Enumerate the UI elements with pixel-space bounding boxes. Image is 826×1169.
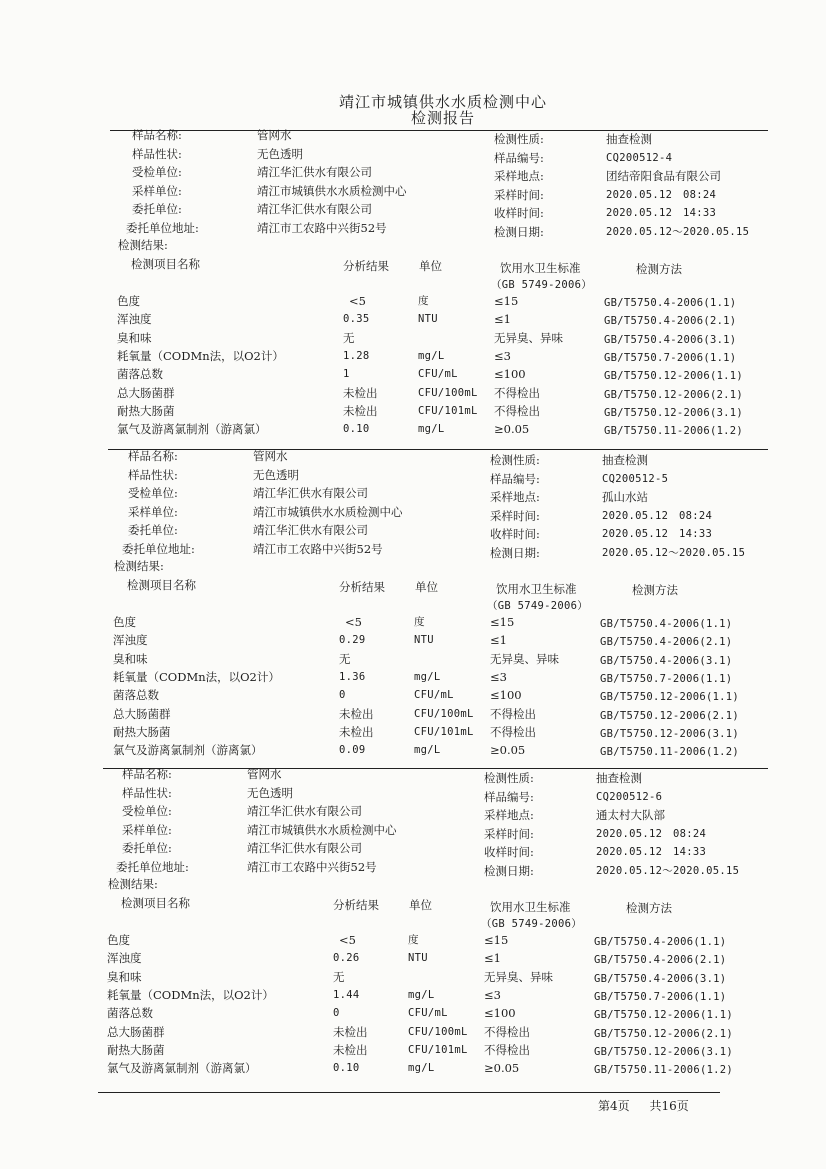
result-item-name: 耐热大肠菌 (107, 1042, 165, 1057)
info-value: 孤山水站 (602, 490, 648, 505)
result-method: GB/T5750.11-2006(1.2) (594, 1064, 734, 1077)
info-label: 采样时间: (494, 187, 544, 202)
result-value: 0.10 (343, 423, 370, 436)
info-value: 抽查检测 (596, 771, 642, 785)
info-value: 抽查检测 (602, 453, 648, 467)
result-method: GB/T5750.4-2006(2.1) (600, 636, 733, 649)
info-label: 收样时间: (494, 206, 544, 221)
info-label: 检测日期: (494, 225, 544, 239)
result-unit: NTU (418, 313, 438, 326)
result-unit: NTU (408, 952, 428, 965)
result-item-name: 臭和味 (107, 969, 142, 984)
info-value: 靖江华汇供水有限公司 (257, 165, 372, 180)
result-unit: 度 (418, 295, 429, 307)
result-item-name: 菌落总数 (113, 688, 159, 703)
result-method: GB/T5750.7-2006(1.1) (594, 990, 727, 1003)
result-standard: ≤100 (490, 688, 522, 703)
result-standard: ≤100 (494, 367, 526, 382)
info-label: 采样时间: (490, 508, 540, 523)
result-unit: CFU/100mL (414, 707, 474, 720)
result-value: 未检出 (333, 1042, 368, 1057)
col-header-result: 分析结果 (339, 580, 385, 594)
col-header-method: 检测方法 (636, 262, 682, 276)
result-item-name: 氯气及游离氯制剂（游离氯） (113, 743, 263, 758)
result-value: 0 (339, 689, 346, 702)
result-method: GB/T5750.12-2006(3.1) (600, 727, 740, 740)
col-header-unit: 单位 (415, 580, 438, 594)
col-header-standard-ref: （GB 5749-2006） (487, 600, 589, 612)
result-method: GB/T5750.12-2006(3.1) (604, 406, 744, 419)
info-value: 2020.05.12 08:24 (602, 509, 713, 522)
info-value: 2020.05.12～2020.05.15 (596, 865, 740, 877)
info-label: 样品名称: (128, 449, 178, 463)
info-value: 靖江市工农路中兴街52号 (253, 542, 383, 556)
info-label: 委托单位地址: (122, 542, 195, 556)
result-standard: ≤3 (490, 669, 507, 684)
info-value: CQ200512-6 (596, 790, 663, 803)
info-label: 样品编号: (484, 789, 534, 804)
info-value: 靖江华汇供水有限公司 (257, 202, 372, 217)
result-method: GB/T5750.12-2006(2.1) (604, 388, 744, 401)
info-value: 2020.05.12 14:33 (596, 846, 707, 859)
result-method: GB/T5750.12-2006(2.1) (600, 709, 740, 722)
info-value: 靖江华汇供水有限公司 (247, 804, 362, 819)
result-method: GB/T5750.4-2006(2.1) (594, 954, 727, 967)
result-method: GB/T5750.12-2006(1.1) (600, 691, 740, 704)
result-unit: CFU/100mL (418, 386, 478, 399)
result-method: GB/T5750.4-2006(3.1) (600, 654, 733, 667)
col-header-method: 检测方法 (626, 901, 672, 915)
info-label: 采样地点: (490, 490, 540, 505)
info-label: 受检单位: (122, 804, 172, 819)
col-header-item: 检测项目名称 (121, 896, 190, 910)
result-standard: ≤100 (484, 1006, 516, 1021)
info-value: 2020.05.12 14:33 (602, 528, 713, 541)
result-standard: 不得检出 (490, 724, 536, 739)
col-header-standard: 饮用水卫生标准 (500, 261, 581, 275)
result-unit: CFU/101mL (414, 725, 474, 738)
info-value: 管网水 (257, 128, 292, 142)
result-standard: ≥0.05 (494, 422, 530, 437)
info-label: 采样单位: (122, 822, 172, 837)
info-value: 无色透明 (253, 467, 299, 482)
result-value: 1 (343, 368, 350, 381)
info-value: 靖江华汇供水有限公司 (247, 841, 362, 856)
result-standard: ≤15 (490, 615, 515, 629)
result-standard: 无异臭、异味 (484, 969, 553, 984)
result-item-name: 总大肠菌群 (117, 385, 175, 400)
info-value: 通太村大队部 (596, 808, 665, 823)
info-label: 样品性状: (128, 467, 178, 482)
info-label: 样品性状: (122, 785, 172, 800)
result-unit: CFU/101mL (418, 404, 478, 417)
col-header-standard-ref: （GB 5749-2006） (491, 279, 593, 291)
info-label: 委托单位: (132, 202, 182, 217)
result-unit: 度 (408, 934, 419, 946)
info-value: 管网水 (253, 449, 288, 463)
col-header-standard: 饮用水卫生标准 (490, 900, 571, 914)
result-value: 0.09 (339, 744, 366, 757)
result-standard: 不得检出 (490, 706, 536, 721)
info-value: 靖江市城镇供水水质检测中心 (253, 504, 403, 519)
result-value: 0.10 (333, 1062, 360, 1075)
result-item-name: 臭和味 (117, 330, 152, 345)
info-label: 委托单位地址: (126, 221, 199, 235)
info-value: 靖江华汇供水有限公司 (253, 523, 368, 538)
result-method: GB/T5750.4-2006(2.1) (604, 315, 737, 328)
result-standard: 无异臭、异味 (490, 651, 559, 666)
info-label: 检测日期: (490, 546, 540, 560)
result-method: GB/T5750.4-2006(3.1) (594, 972, 727, 985)
col-header-unit: 单位 (419, 259, 442, 273)
info-label: 检测性质: (490, 453, 540, 467)
info-label: 检测性质: (484, 771, 534, 785)
info-value: 2020.05.12 08:24 (596, 827, 707, 840)
result-item-name: 臭和味 (113, 651, 148, 666)
result-unit: CFU/mL (418, 368, 458, 381)
result-item-name: 菌落总数 (117, 367, 163, 382)
info-label: 采样时间: (484, 826, 534, 841)
result-unit: mg/L (408, 1062, 435, 1075)
result-item-name: 耗氧量（CODMn法，以O2计） (107, 987, 274, 1002)
result-value: 0.29 (339, 634, 366, 647)
section-rule (108, 449, 768, 450)
info-label: 委托单位: (122, 841, 172, 856)
result-standard: 不得检出 (494, 385, 540, 400)
results-label: 检测结果: (118, 238, 168, 252)
col-header-item: 检测项目名称 (131, 257, 200, 271)
result-unit: mg/L (418, 349, 445, 362)
result-standard: ≥0.05 (490, 743, 526, 758)
result-unit: CFU/100mL (408, 1025, 468, 1038)
info-value: 2020.05.12 08:24 (606, 188, 717, 201)
result-value: 未检出 (343, 403, 378, 418)
info-label: 受检单位: (132, 165, 182, 180)
result-method: GB/T5750.7-2006(1.1) (604, 351, 737, 364)
result-value: 未检出 (343, 385, 378, 400)
result-item-name: 总大肠菌群 (107, 1024, 165, 1039)
info-label: 受检单位: (128, 486, 178, 501)
result-value: <5 (339, 933, 356, 947)
result-item-name: 耐热大肠菌 (117, 403, 175, 418)
result-item-name: 氯气及游离氯制剂（游离氯） (117, 422, 267, 437)
info-label: 采样地点: (494, 169, 544, 184)
result-method: GB/T5750.12-2006(2.1) (594, 1027, 734, 1040)
col-header-standard-ref: （GB 5749-2006） (481, 918, 583, 930)
info-value: 无色透明 (247, 785, 293, 800)
result-value: 1.44 (333, 988, 360, 1001)
result-value: 0 (333, 1007, 340, 1020)
info-label: 样品编号: (490, 471, 540, 486)
page-total: 共16页 (649, 1099, 689, 1113)
result-standard: ≤1 (490, 633, 507, 648)
result-value: 0.26 (333, 952, 360, 965)
info-label: 样品名称: (122, 767, 172, 781)
info-label: 采样单位: (132, 183, 182, 198)
info-value: CQ200512-5 (602, 472, 669, 485)
result-item-name: 色度 (113, 615, 136, 629)
info-value: 靖江华汇供水有限公司 (253, 486, 368, 501)
info-label: 检测性质: (494, 132, 544, 146)
info-value: 抽查检测 (606, 132, 652, 146)
info-value: 管网水 (247, 767, 282, 781)
result-value: 未检出 (339, 724, 374, 739)
result-standard: 不得检出 (484, 1042, 530, 1057)
info-label: 采样单位: (128, 504, 178, 519)
result-unit: 度 (414, 616, 425, 628)
result-method: GB/T5750.4-2006(1.1) (594, 936, 727, 948)
result-value: 未检出 (333, 1024, 368, 1039)
result-unit: NTU (414, 634, 434, 647)
result-item-name: 总大肠菌群 (113, 706, 171, 721)
result-method: GB/T5750.4-2006(3.1) (604, 333, 737, 346)
page-footer (598, 1097, 705, 1114)
info-value: 靖江市工农路中兴街52号 (257, 221, 387, 235)
result-value: 0.35 (343, 313, 370, 326)
result-item-name: 氯气及游离氯制剂（游离氯） (107, 1061, 257, 1076)
info-value: 2020.05.12～2020.05.15 (606, 226, 750, 238)
result-item-name: 耗氧量（CODMn法，以O2计） (117, 348, 284, 363)
info-label: 收样时间: (484, 845, 534, 860)
result-value: 1.28 (343, 349, 370, 362)
section-rule (103, 768, 768, 769)
result-value: 无 (339, 651, 351, 666)
result-unit: mg/L (418, 423, 445, 436)
result-item-name: 耐热大肠菌 (113, 724, 171, 739)
result-method: GB/T5750.4-2006(1.1) (604, 297, 737, 309)
footer-rule (98, 1092, 720, 1093)
col-header-unit: 单位 (409, 898, 432, 912)
col-header-item: 检测项目名称 (127, 578, 196, 592)
result-value: 无 (333, 969, 345, 984)
result-standard: 不得检出 (484, 1024, 530, 1039)
report-doc-title: 检测报告 (410, 109, 475, 127)
info-value: 无色透明 (257, 146, 303, 161)
info-value: CQ200512-4 (606, 151, 673, 164)
col-header-standard: 饮用水卫生标准 (496, 582, 577, 596)
result-standard: ≥0.05 (484, 1061, 520, 1076)
info-value: 2020.05.12 14:33 (606, 207, 717, 220)
info-label: 样品名称: (132, 128, 182, 142)
result-method: GB/T5750.12-2006(3.1) (594, 1045, 734, 1058)
info-label: 收样时间: (490, 527, 540, 542)
info-value: 靖江市城镇供水水质检测中心 (247, 822, 397, 837)
result-unit: mg/L (414, 744, 441, 757)
result-standard: 不得检出 (494, 403, 540, 418)
result-standard: ≤15 (494, 294, 519, 308)
result-item-name: 菌落总数 (107, 1006, 153, 1021)
result-standard: ≤15 (484, 933, 509, 947)
result-item-name: 浑浊度 (113, 633, 148, 648)
col-header-result: 分析结果 (343, 259, 389, 273)
result-method: GB/T5750.11-2006(1.2) (604, 425, 744, 438)
result-unit: mg/L (408, 988, 435, 1001)
result-item-name: 浑浊度 (117, 312, 152, 327)
result-unit: mg/L (414, 670, 441, 683)
result-unit: CFU/mL (408, 1007, 448, 1020)
info-value: 团结帝阳食品有限公司 (606, 169, 721, 184)
result-unit: CFU/mL (414, 689, 454, 702)
result-standard: ≤3 (494, 348, 511, 363)
info-label: 样品性状: (132, 146, 182, 161)
result-standard: ≤3 (484, 987, 501, 1002)
result-item-name: 色度 (117, 294, 140, 308)
result-standard: ≤1 (494, 312, 511, 327)
result-item-name: 耗氧量（CODMn法，以O2计） (113, 669, 280, 684)
info-label: 委托单位: (128, 523, 178, 538)
col-header-result: 分析结果 (333, 898, 379, 912)
info-label: 检测日期: (484, 864, 534, 878)
result-unit: CFU/101mL (408, 1043, 468, 1056)
page-number: 第4页 (598, 1099, 630, 1113)
results-label: 检测结果: (108, 877, 158, 891)
result-value: 未检出 (339, 706, 374, 721)
info-label: 采样地点: (484, 808, 534, 823)
result-method: GB/T5750.4-2006(1.1) (600, 618, 733, 630)
result-value: 无 (343, 330, 355, 345)
result-method: GB/T5750.7-2006(1.1) (600, 672, 733, 685)
result-value: <5 (345, 615, 362, 629)
info-label: 样品编号: (494, 150, 544, 165)
section-rule (110, 130, 768, 131)
result-standard: 无异臭、异味 (494, 330, 563, 345)
result-method: GB/T5750.12-2006(1.1) (604, 370, 744, 383)
result-method: GB/T5750.12-2006(1.1) (594, 1009, 734, 1022)
report-org-title: 靖江市城镇供水水质检测中心 (338, 93, 547, 111)
results-label: 检测结果: (114, 559, 164, 573)
info-value: 靖江市城镇供水水质检测中心 (257, 183, 407, 198)
info-label: 委托单位地址: (116, 860, 189, 874)
result-method: GB/T5750.11-2006(1.2) (600, 746, 740, 759)
result-item-name: 色度 (107, 933, 130, 947)
col-header-method: 检测方法 (632, 583, 678, 597)
info-value: 靖江市工农路中兴街52号 (247, 860, 377, 874)
result-item-name: 浑浊度 (107, 951, 142, 966)
result-standard: ≤1 (484, 951, 501, 966)
result-value: <5 (349, 294, 366, 308)
info-value: 2020.05.12～2020.05.15 (602, 547, 746, 559)
result-value: 1.36 (339, 670, 366, 683)
